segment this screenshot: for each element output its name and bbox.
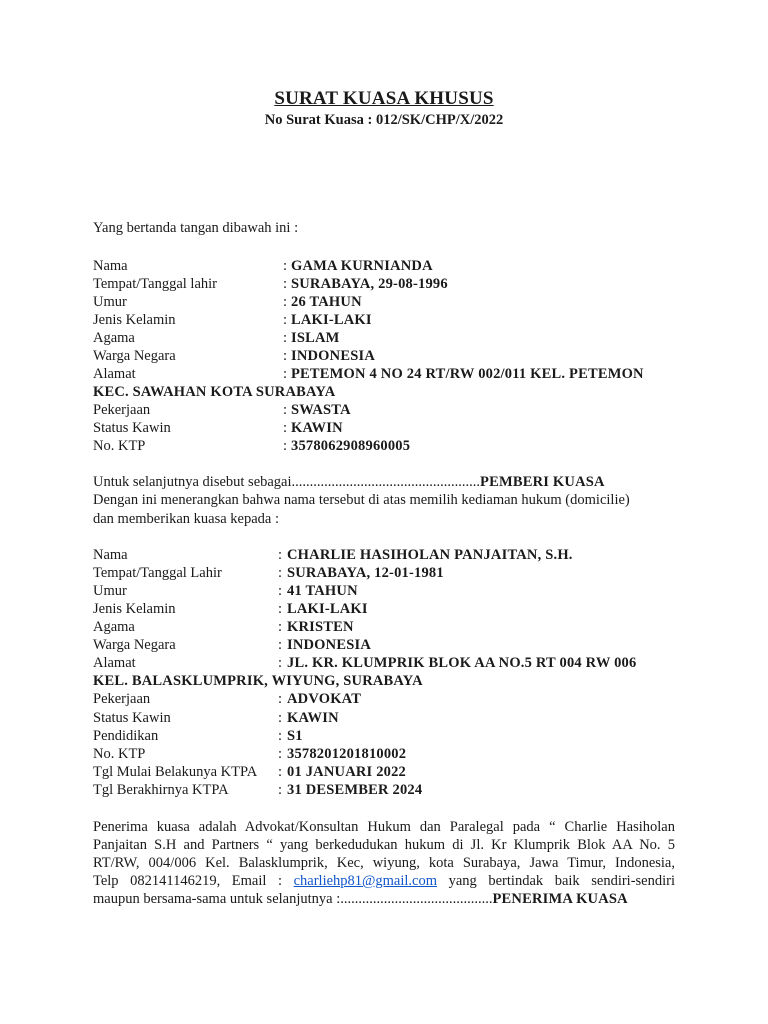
field-label: Tempat/Tanggal lahir	[93, 276, 217, 292]
grantee-address-continued: KEL. BALASKLUMPRIK, WIYUNG, SURABAYA	[93, 673, 423, 689]
colon: :	[278, 728, 283, 744]
colon: :	[283, 294, 288, 310]
field-label: Nama	[93, 258, 128, 274]
field-value: 26 TAHUN	[291, 294, 362, 310]
field-value: S1	[287, 728, 303, 744]
field-label: Status Kawin	[93, 710, 171, 726]
recipient-role: PENERIMA KUASA	[492, 891, 628, 907]
field-label: Pekerjaan	[93, 402, 151, 418]
closing-paragraph	[93, 818, 675, 908]
colon: :	[283, 438, 288, 454]
designation-text: Untuk selanjutnya disebut sebagai	[93, 474, 292, 490]
field-value: INDONESIA	[287, 637, 371, 653]
field-label: Tgl Mulai Belakunya KTPA	[93, 764, 258, 780]
colon: :	[278, 691, 283, 707]
field-label: Tempat/Tanggal Lahir	[93, 565, 222, 581]
email-link[interactable]: charliehp81@gmail.com	[293, 873, 438, 889]
designation-dots: ....................................................	[291, 474, 481, 490]
designation-role: PEMBERI KUASA	[480, 474, 605, 490]
field-value: SWASTA	[291, 402, 351, 418]
recipient-text: maupun bersama-sama untuk selanjutnya :	[93, 891, 341, 907]
field-value: 31 DESEMBER 2024	[287, 782, 423, 798]
field-label: Agama	[93, 619, 135, 635]
field-value: 01 JANUARI 2022	[287, 764, 406, 780]
field-value: 3578062908960005	[291, 438, 411, 454]
closing-line-3: RT/RW, 004/006 Kel. Balasklumprik, Kec, wiyung, kota Surabaya, Jawa Timur, Indonesia,	[93, 855, 675, 871]
colon: :	[278, 655, 283, 671]
field-value: JL. KR. KLUMPRIK BLOK AA NO.5 RT 004 RW 006	[287, 655, 637, 671]
grantor-designation	[93, 473, 605, 491]
colon: :	[278, 547, 283, 563]
colon: :	[278, 710, 283, 726]
field-label: Jenis Kelamin	[93, 601, 176, 617]
colon: :	[283, 348, 288, 364]
colon: :	[283, 276, 288, 292]
field-value: GAMA KURNIANDA	[291, 258, 433, 274]
field-value: ISLAM	[291, 330, 340, 346]
field-label: Alamat	[93, 655, 136, 671]
closing-line-5	[93, 890, 675, 908]
field-label: No. KTP	[93, 438, 146, 454]
field-label: Agama	[93, 330, 135, 346]
field-value: 41 TAHUN	[287, 583, 358, 599]
field-label: No. KTP	[93, 746, 146, 762]
closing-line-1: Penerima kuasa adalah Advokat/Konsultan Hukum dan Paralegal pada “ Charlie Hasiholan	[93, 819, 675, 835]
colon: :	[283, 402, 288, 418]
intro-text: Yang bertanda tangan dibawah ini :	[93, 220, 299, 236]
field-value: ADVOKAT	[287, 691, 362, 707]
colon: :	[283, 420, 288, 436]
field-label: Jenis Kelamin	[93, 312, 176, 328]
colon: :	[278, 619, 283, 635]
field-value: INDONESIA	[291, 348, 375, 364]
field-label: Warga Negara	[93, 348, 176, 364]
field-value: SURABAYA, 12-01-1981	[287, 565, 444, 581]
field-value: 3578201201810002	[287, 746, 407, 762]
field-label: Status Kawin	[93, 420, 171, 436]
colon: :	[283, 366, 288, 382]
contact-text: Telp 082141146219, Email :	[93, 873, 283, 889]
field-label: Nama	[93, 547, 128, 563]
field-label: Pendidikan	[93, 728, 159, 744]
colon: :	[283, 330, 288, 346]
colon: :	[283, 258, 288, 274]
field-value: LAKI-LAKI	[291, 312, 372, 328]
colon: :	[278, 746, 283, 762]
colon: :	[278, 764, 283, 780]
colon: :	[283, 312, 288, 328]
recipient-dots: ..........................................	[340, 891, 493, 907]
field-value: KAWIN	[287, 710, 339, 726]
field-value: LAKI-LAKI	[287, 601, 368, 617]
closing-line-2: Panjaitan S.H and Partners “ yang berkedudukan hukum di Jl. Kr Klumprik Blok AA No. 5	[93, 837, 675, 853]
field-value: KRISTEN	[287, 619, 354, 635]
field-label: Umur	[93, 583, 127, 599]
field-value: KAWIN	[291, 420, 343, 436]
colon: :	[278, 637, 283, 653]
grantor-address-continued: KEC. SAWAHAN KOTA SURABAYA	[93, 384, 336, 400]
field-label: Alamat	[93, 366, 136, 382]
field-label: Tgl Berakhirnya KTPA	[93, 782, 229, 798]
field-label: Pekerjaan	[93, 691, 151, 707]
contact-text-after: yang bertindak baik sendiri-sendiri	[448, 873, 675, 889]
field-value: PETEMON 4 NO 24 RT/RW 002/011 KEL. PETEMON	[291, 366, 644, 382]
field-value: CHARLIE HASIHOLAN PANJAITAN, S.H.	[287, 547, 573, 563]
field-value: SURABAYA, 29-08-1996	[291, 276, 448, 292]
colon: :	[278, 782, 283, 798]
document-title: SURAT KUASA KHUSUS	[274, 88, 494, 109]
field-label: Warga Negara	[93, 637, 176, 653]
colon: :	[278, 601, 283, 617]
colon: :	[278, 583, 283, 599]
colon: :	[278, 565, 283, 581]
document-number: No Surat Kuasa : 012/SK/CHP/X/2022	[264, 112, 504, 128]
statement-line-2: dan memberikan kuasa kepada :	[93, 511, 280, 527]
statement-line-1: Dengan ini menerangkan bahwa nama tersebut di atas memilih kediaman hukum (domicilie)	[93, 492, 630, 508]
field-label: Umur	[93, 294, 127, 310]
closing-line-4	[93, 872, 675, 890]
